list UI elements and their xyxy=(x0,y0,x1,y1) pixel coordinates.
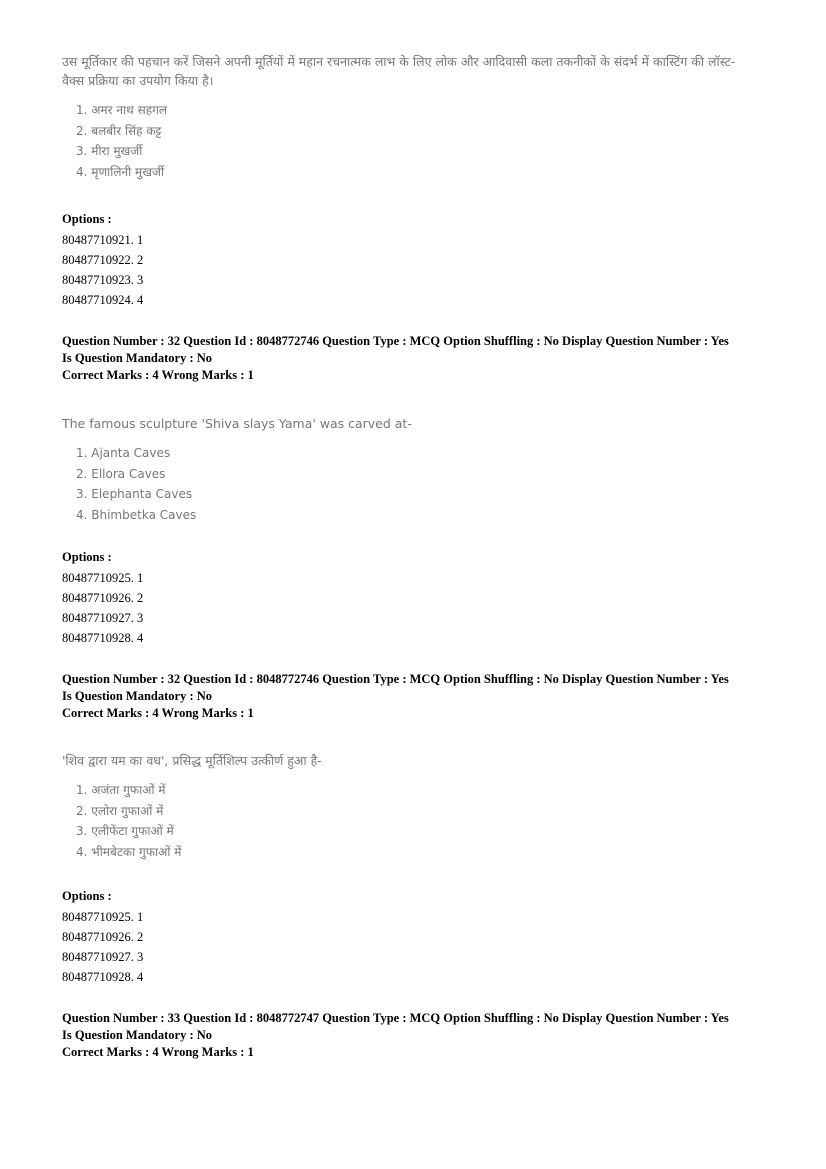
choice-item: 2. Ellora Caves xyxy=(76,466,166,481)
option-id-row: 80487710927. 3 xyxy=(62,950,144,964)
mandatory-line: Is Question Mandatory : No xyxy=(62,689,213,703)
choice-list xyxy=(62,100,752,182)
option-id-row: 80487710922. 2 xyxy=(62,253,144,267)
option-id-row: 80487710928. 4 xyxy=(62,970,144,984)
option-id-row: 80487710921. 1 xyxy=(62,233,144,247)
marks-line: Correct Marks : 4 Wrong Marks : 1 xyxy=(62,368,254,382)
options-block xyxy=(62,210,143,310)
question-text: उस मूर्तिकार की पहचान करें जिसने अपनी मूर्तियों में महान रचनात्मक लाभ के लिए लोक और आदिवासी कला तकनीकों के संदर्भ में कास्टिंग की लॉस्ट-वैक्स प्रक्रिया का उपयोग किया है। xyxy=(62,54,736,88)
choice-item: 3. मीरा मुखर्जी xyxy=(76,144,143,158)
choice-item: 1. अजंता गुफाओं में xyxy=(76,783,166,797)
choice-item: 3. Elephanta Caves xyxy=(76,487,193,501)
options-label: Options : xyxy=(62,212,112,226)
marks-line: Correct Marks : 4 Wrong Marks : 1 xyxy=(62,1045,254,1059)
choice-item: 4. भीमबेटका गुफाओं में xyxy=(76,844,182,859)
options-block xyxy=(62,887,143,987)
question-text: 'शिव द्वारा यम का वध', प्रसिद्ध मूर्तिशिल्प उत्कीर्ण हुआ है- xyxy=(62,753,322,768)
choice-item: 1. अमर नाथ सहगल xyxy=(76,103,167,117)
options-label: Options : xyxy=(62,550,112,564)
option-id-row: 80487710925. 1 xyxy=(62,910,144,924)
option-id-row: 80487710923. 3 xyxy=(62,273,144,287)
choice-item: 4. मृणालिनी मुखर्जी xyxy=(76,164,165,179)
question-meta-line: Question Number : 32 Question Id : 8048772746 Question Type : MCQ Option Shuffling : No Display Question Number : Yes xyxy=(62,672,729,686)
choice-item: 2. बलबीर सिंह कट्ट xyxy=(76,123,162,138)
choice-item: 2. एलोरा गुफाओं में xyxy=(76,803,164,818)
mandatory-line: Is Question Mandatory : No xyxy=(62,1028,213,1042)
option-id-row: 80487710928. 4 xyxy=(62,631,144,645)
question-meta xyxy=(62,671,774,722)
mandatory-line: Is Question Mandatory : No xyxy=(62,351,213,365)
question-image xyxy=(62,414,752,525)
choice-list xyxy=(62,443,752,525)
option-id-row: 80487710925. 1 xyxy=(62,571,144,585)
question-meta-line: Question Number : 32 Question Id : 8048772746 Question Type : MCQ Option Shuffling : No Display Question Number : Yes xyxy=(62,334,729,348)
options-block xyxy=(62,548,143,648)
marks-line: Correct Marks : 4 Wrong Marks : 1 xyxy=(62,706,254,720)
question-meta xyxy=(62,333,774,384)
choice-item: 1. Ajanta Caves xyxy=(76,446,171,460)
question-meta xyxy=(62,1010,774,1061)
option-id-row: 80487710926. 2 xyxy=(62,930,144,944)
choice-list xyxy=(62,780,752,862)
question-text: The famous sculpture 'Shiva slays Yama' was carved at- xyxy=(62,416,412,431)
choice-item: 3. एलीफेंटा गुफाओं में xyxy=(76,824,174,838)
option-id-row: 80487710927. 3 xyxy=(62,611,144,625)
question-image xyxy=(62,751,752,862)
option-id-row: 80487710926. 2 xyxy=(62,591,144,605)
options-label: Options : xyxy=(62,889,112,903)
option-id-row: 80487710924. 4 xyxy=(62,293,144,307)
question-meta-line: Question Number : 33 Question Id : 8048772747 Question Type : MCQ Option Shuffling : No Display Question Number : Yes xyxy=(62,1011,729,1025)
question-image xyxy=(62,52,752,182)
choice-item: 4. Bhimbetka Caves xyxy=(76,507,197,522)
